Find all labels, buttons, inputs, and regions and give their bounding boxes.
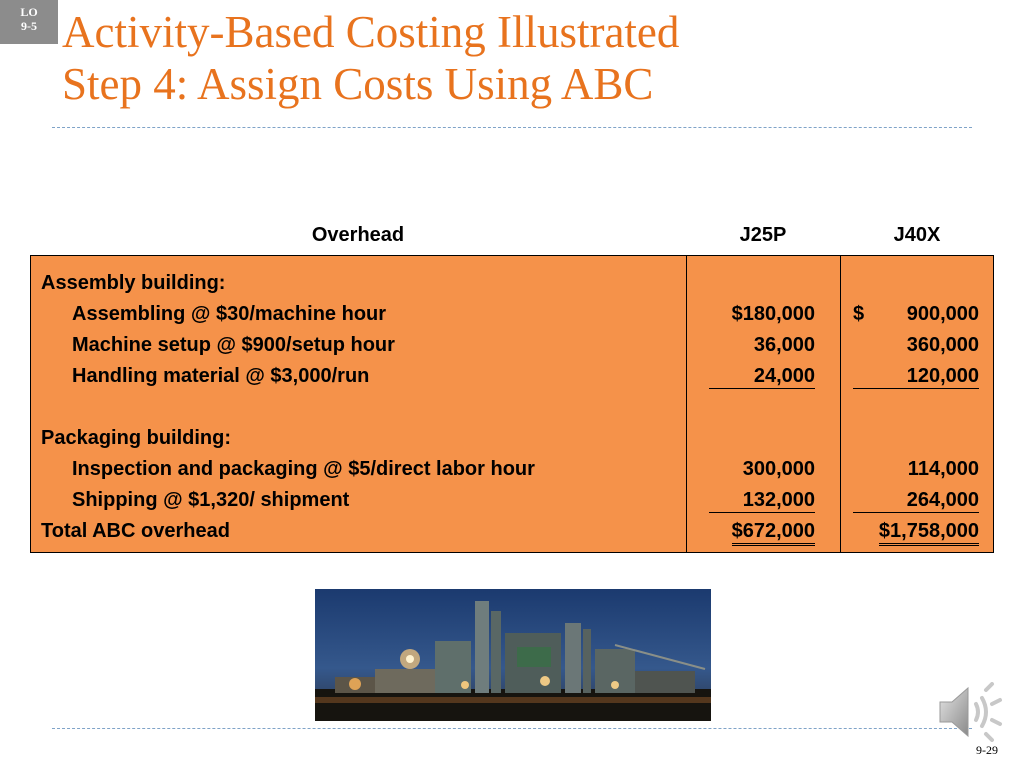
total-j40x: $1,758,000: [879, 519, 979, 546]
lo-badge-line2: 9-5: [21, 19, 37, 33]
row-label: Packaging building:: [41, 427, 232, 449]
value-j40x: 360,000: [906, 334, 979, 356]
table-row: [31, 423, 995, 454]
value-j40x: 114,000: [907, 458, 979, 480]
header-overhead: Overhead: [311, 224, 405, 246]
page-number: 9-29: [976, 743, 998, 757]
slide-title: [62, 6, 679, 110]
value-j40x: 120,000: [853, 364, 979, 389]
total-j25p: $672,000: [732, 519, 815, 546]
value-j40x: 264,000: [853, 488, 979, 513]
table-row: [31, 485, 995, 516]
value-j25p: 36,000: [753, 334, 815, 356]
lo-badge: [0, 0, 58, 44]
abc-overhead-table: [30, 255, 994, 553]
table-row: [31, 330, 995, 361]
header-j40x: J40X: [893, 224, 941, 246]
table-row: [31, 268, 995, 299]
speaker-icon[interactable]: [936, 682, 1008, 742]
table-row: [31, 299, 995, 330]
table-row: [31, 361, 995, 392]
value-j25p: $180,000: [731, 303, 815, 325]
bottom-divider: [52, 728, 972, 729]
row-label: Handling material @ $3,000/run: [72, 365, 370, 387]
value-j25p: 24,000: [709, 364, 815, 389]
row-label: Machine setup @ $900/setup hour: [72, 334, 395, 356]
slide-title-line1: Activity-Based Costing Illustrated: [62, 7, 680, 57]
factory-night-photo: [315, 589, 711, 721]
slide-title-line2: Step 4: Assign Costs Using ABC: [62, 59, 654, 109]
factory-illustration: [315, 589, 711, 721]
row-label: Inspection and packaging @ $5/direct labor hour: [72, 458, 535, 480]
value-j25p: 132,000: [709, 488, 815, 513]
table-row: [31, 454, 995, 485]
row-label: Total ABC overhead: [41, 520, 230, 542]
row-label: Assembly building:: [41, 272, 226, 294]
value-j40x: 900,000: [906, 303, 979, 325]
dollar-sign: $: [853, 303, 865, 325]
row-label: Assembling @ $30/machine hour: [72, 303, 387, 325]
value-j25p: 300,000: [742, 458, 815, 480]
table-row-total: [31, 516, 995, 547]
header-j25p: J25P: [739, 224, 787, 246]
lo-badge-line1: LO: [20, 5, 38, 19]
row-label: Shipping @ $1,320/ shipment: [72, 489, 350, 511]
top-divider: [52, 127, 972, 128]
